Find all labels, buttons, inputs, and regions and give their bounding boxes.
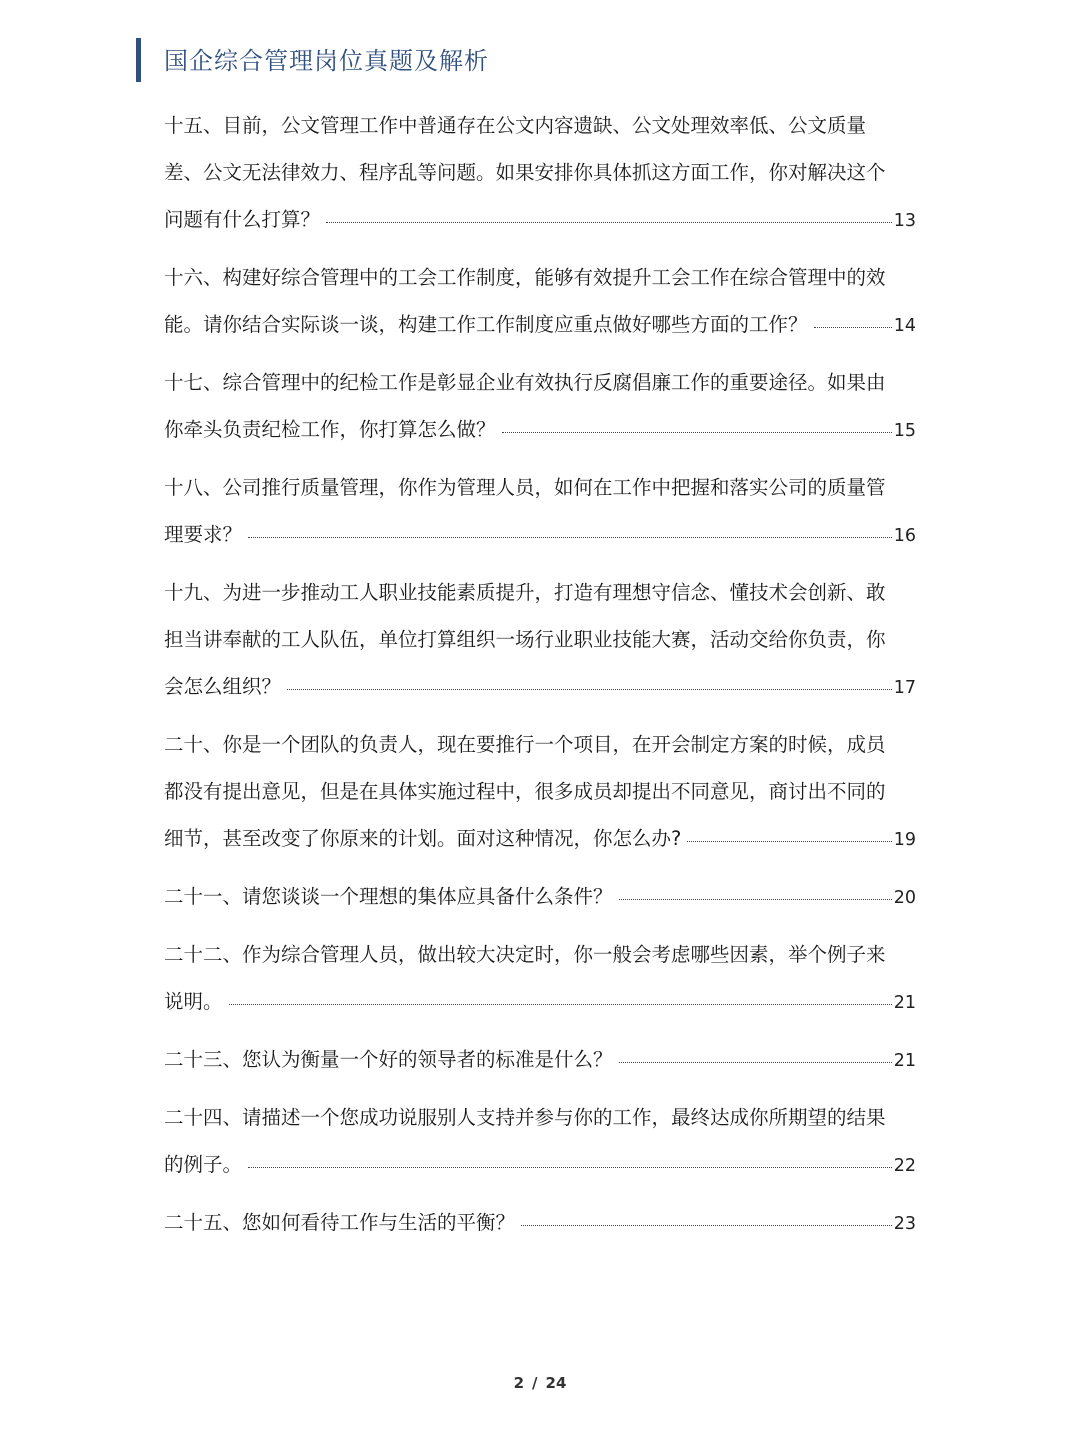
toc-entry[interactable] — [164, 721, 916, 864]
toc-entry-last-line — [164, 406, 916, 455]
toc-entry-tail: 会怎么组织？ — [164, 675, 282, 698]
toc-entry-tail: 的例子。 — [164, 1153, 243, 1176]
toc-page-number[interactable]: 15 — [893, 421, 916, 441]
toc-entry-last-line — [164, 978, 916, 1027]
toc-page-number[interactable]: 21 — [893, 1051, 916, 1071]
current-page-number: 2 — [513, 1374, 525, 1392]
toc-entry-line: 二十二、作为综合管理人员，做出较大决定时，你一般会考虑哪些因素，举个例子来 — [164, 943, 886, 966]
toc-entry-tail: 能。请你结合实际谈一谈，构建工作工作制度应重点做好哪些方面的工作？ — [164, 313, 808, 336]
dot-leader — [502, 431, 892, 433]
toc-entry-last-line — [164, 511, 916, 560]
toc-page-number[interactable]: 21 — [893, 993, 916, 1013]
toc-entry[interactable] — [164, 1094, 916, 1190]
table-of-contents — [164, 102, 916, 1257]
page-separator: / — [532, 1374, 538, 1392]
toc-entry-line: 担当讲奉献的工人队伍，单位打算组织一场行业职业技能大赛，活动交给你负责，你 — [164, 628, 886, 651]
toc-entry-tail: 二十一、请您谈谈一个理想的集体应具备什么条件？ — [164, 885, 613, 908]
toc-entry-line: 十六、构建好综合管理中的工会工作制度，能够有效提升工会工作在综合管理中的效 — [164, 266, 886, 289]
dot-leader — [287, 688, 892, 690]
toc-entry[interactable] — [164, 931, 916, 1027]
toc-entry-last-line — [164, 196, 916, 245]
toc-entry[interactable] — [164, 359, 916, 455]
toc-entry[interactable] — [164, 1199, 916, 1248]
dot-leader — [521, 1224, 892, 1226]
header-accent-bar — [136, 38, 141, 82]
dot-leader — [229, 1003, 892, 1005]
toc-entry-line: 二十四、请描述一个您成功说服别人支持并参与你的工作，最终达成你所期望的结果 — [164, 1106, 886, 1129]
toc-entry[interactable] — [164, 102, 916, 245]
page-footer — [0, 1374, 1080, 1392]
toc-entry[interactable] — [164, 569, 916, 712]
toc-page-number[interactable]: 16 — [893, 526, 916, 546]
toc-page-number[interactable]: 14 — [893, 316, 916, 336]
toc-entry-last-line — [164, 873, 916, 922]
toc-entry-last-line — [164, 1199, 916, 1248]
toc-page-number[interactable]: 23 — [893, 1214, 916, 1234]
toc-page-number[interactable]: 17 — [893, 678, 916, 698]
toc-entry-tail: 说明。 — [164, 990, 223, 1013]
dot-leader — [619, 1061, 892, 1063]
dot-leader — [619, 898, 892, 900]
toc-entry-last-line — [164, 663, 916, 712]
toc-entry[interactable] — [164, 873, 916, 922]
toc-entry-last-line — [164, 1141, 916, 1190]
toc-entry-tail: 二十五、您如何看待工作与生活的平衡？ — [164, 1211, 516, 1234]
toc-entry-line: 差、公文无法律效力、程序乱等问题。如果安排你具体抓这方面工作，你对解决这个 — [164, 161, 886, 184]
toc-entry[interactable] — [164, 464, 916, 560]
toc-entry-tail: 问题有什么打算？ — [164, 208, 321, 231]
toc-page-number[interactable]: 19 — [893, 830, 916, 850]
toc-entry-line: 十七、综合管理中的纪检工作是彰显企业有效执行反腐倡廉工作的重要途径。如果由 — [164, 371, 886, 394]
toc-page-number[interactable]: 22 — [893, 1156, 916, 1176]
dot-leader — [248, 536, 892, 538]
toc-entry-line: 十五、目前，公文管理工作中普通存在公文内容遗缺、公文处理效率低、公文质量 — [164, 114, 867, 137]
toc-entry-line: 十九、为进一步推动工人职业技能素质提升，打造有理想守信念、懂技术会创新、敢 — [164, 581, 886, 604]
toc-entry-last-line — [164, 1036, 916, 1085]
toc-entry-tail: 二十三、您认为衡量一个好的领导者的标准是什么？ — [164, 1048, 613, 1071]
toc-entry-tail: 你牵头负责纪检工作，你打算怎么做？ — [164, 418, 496, 441]
toc-entry-last-line — [164, 815, 916, 864]
toc-entry-tail: 理要求？ — [164, 523, 243, 546]
page-title: 国企综合管理岗位真题及解析 — [164, 47, 489, 75]
toc-entry-line: 都没有提出意见，但是在具体实施过程中，很多成员却提出不同意见，商讨出不同的 — [164, 780, 886, 803]
toc-entry[interactable] — [164, 1036, 916, 1085]
toc-entry-line: 二十、你是一个团队的负责人，现在要推行一个项目，在开会制定方案的时候，成员 — [164, 733, 886, 756]
dot-leader — [248, 1166, 892, 1168]
toc-page-number[interactable]: 13 — [893, 211, 916, 231]
toc-entry-tail: 细节，甚至改变了你原来的计划。面对这种情况，你怎么办? — [164, 827, 682, 850]
dot-leader — [687, 840, 891, 842]
toc-entry-line: 十八、公司推行质量管理，你作为管理人员，如何在工作中把握和落实公司的质量管 — [164, 476, 886, 499]
dot-leader — [814, 326, 892, 328]
toc-entry-last-line — [164, 301, 916, 350]
total-pages: 24 — [545, 1374, 567, 1392]
toc-page-number[interactable]: 20 — [893, 888, 916, 908]
toc-entry[interactable] — [164, 254, 916, 350]
dot-leader — [326, 221, 892, 223]
